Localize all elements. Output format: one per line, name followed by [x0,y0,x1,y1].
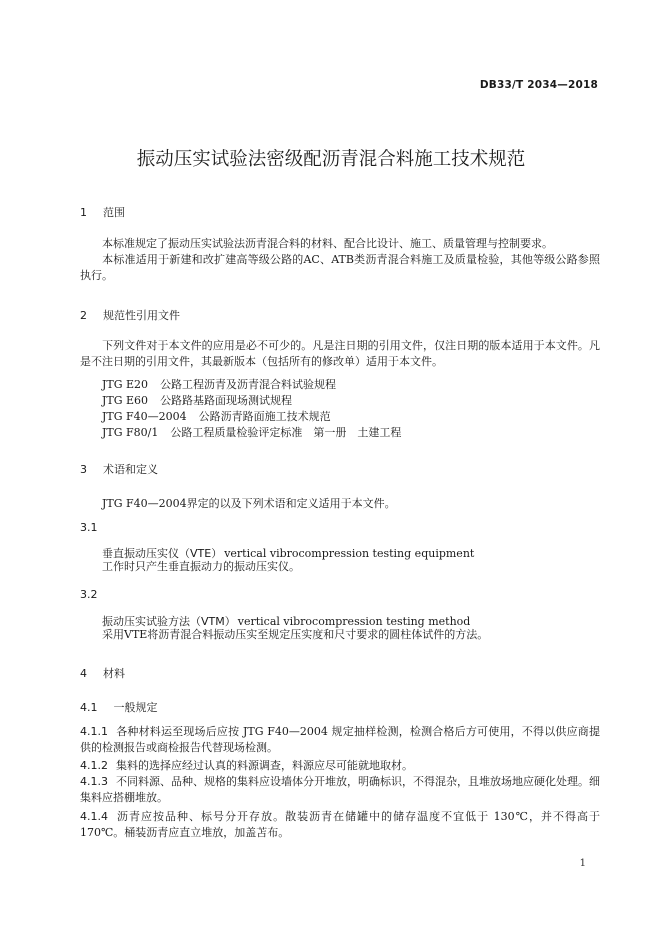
term-definition: 工作时只产生垂直振动力的振动压实仪。 [102,560,300,573]
paragraph-text: 下列文件对于本文件的应用是必不可少的。凡是注日期的引用文件，仅注日期的版本适用于本文件。凡是不注日期的引用文件，其最新版本（包括所有的修改单）适用于本文件。 [80,339,600,368]
standard-code: DB33/T 2034—2018 [479,79,598,91]
subsection-number: 4.1 [80,701,98,714]
clause-text: 各种材料运至现场后应按 JTG F40—2004 规定抽样检测，检测合格后方可使用，不得以供应商提供的检测报告或商检报告代替现场检测。 [80,725,600,754]
clause [80,758,600,774]
term-number: 3.2 [80,588,98,601]
clause [80,774,600,806]
section-number: 2 [80,309,87,322]
reference-item [102,408,331,424]
paragraph [80,252,600,284]
paragraph-text: 本标准适用于新建和改扩建高等级公路的AC、ATB类沥青混合料施工及质量检验，其他等级公路参照执行。 [80,253,600,282]
clause [80,809,600,841]
section-number: 1 [80,206,87,219]
clause-text: 沥青应按品种、标号分开存放。散装沥青在储罐中的储存温度不宜低于 130℃，并不得高于 170℃。桶装沥青应直立堆放，加盖苫布。 [80,810,600,839]
paragraph: JTG F40—2004界定的以及下列术语和定义适用于本文件。 [102,497,396,510]
page-number: 1 [579,858,586,869]
paragraph [80,338,600,370]
section-title: 规范性引用文件 [103,309,180,322]
paragraph-text: 本标准规定了振动压实试验法沥青混合料的材料、配合比设计、施工、质量管理与控制要求。 [102,237,553,250]
section-title: 范围 [103,206,125,219]
reference-code: JTG E20 [102,378,149,391]
reference-code: JTG E60 [102,394,149,407]
reference-name: 公路工程质量检验评定标准 第一册 土建工程 [170,426,402,439]
reference-item [102,392,292,408]
section-number: 3 [80,463,87,476]
reference-name: 公路路基路面现场测试规程 [160,394,293,407]
paragraph [80,236,600,252]
clause-text: 集料的选择应经过认真的料源调查，料源应尽可能就地取材。 [116,759,413,772]
clause-number: 4.1.4 [80,810,108,823]
section-title: 术语和定义 [103,463,158,476]
subsection-heading [80,698,158,716]
reference-item [102,424,401,440]
reference-code: JTG F40—2004 [102,410,187,423]
clause-number: 4.1.3 [80,775,108,788]
term-english: vertical vibrocompression testing method [237,615,471,628]
reference-name: 公路沥青路面施工技术规范 [198,410,331,423]
reference-item [102,376,336,392]
section-number: 4 [80,667,87,680]
clause-number: 4.1.2 [80,759,108,772]
clause [80,724,600,756]
clause-text: 不同料源、品种、规格的集料应设墙体分开堆放，明确标识，不得混杂，且堆放场地应硬化处理。细集料应搭棚堆放。 [80,775,600,804]
reference-name: 公路工程沥青及沥青混合料试验规程 [160,378,337,391]
section-4-heading [80,664,125,682]
term-chinese: 垂直振动压实仪（VTE） [102,547,223,560]
subsection-title: 一般规定 [113,701,158,714]
clause-number: 4.1.1 [80,725,108,738]
term-chinese: 振动压实试验方法（VTM） [102,615,236,628]
section-2-heading [80,306,180,324]
section-3-heading [80,460,158,478]
term-english: vertical vibrocompression testing equipment [224,547,475,560]
term-definition: 采用VTE将沥青混合料振动压实至规定压实度和尺寸要求的圆柱体试件的方法。 [102,628,489,641]
reference-code: JTG F80/1 [102,426,159,439]
section-title: 材料 [103,667,125,680]
section-1-heading [80,203,125,221]
term-number: 3.1 [80,521,98,534]
document-title: 振动压实试验法密级配沥青混合料施工技术规范 [136,149,526,170]
